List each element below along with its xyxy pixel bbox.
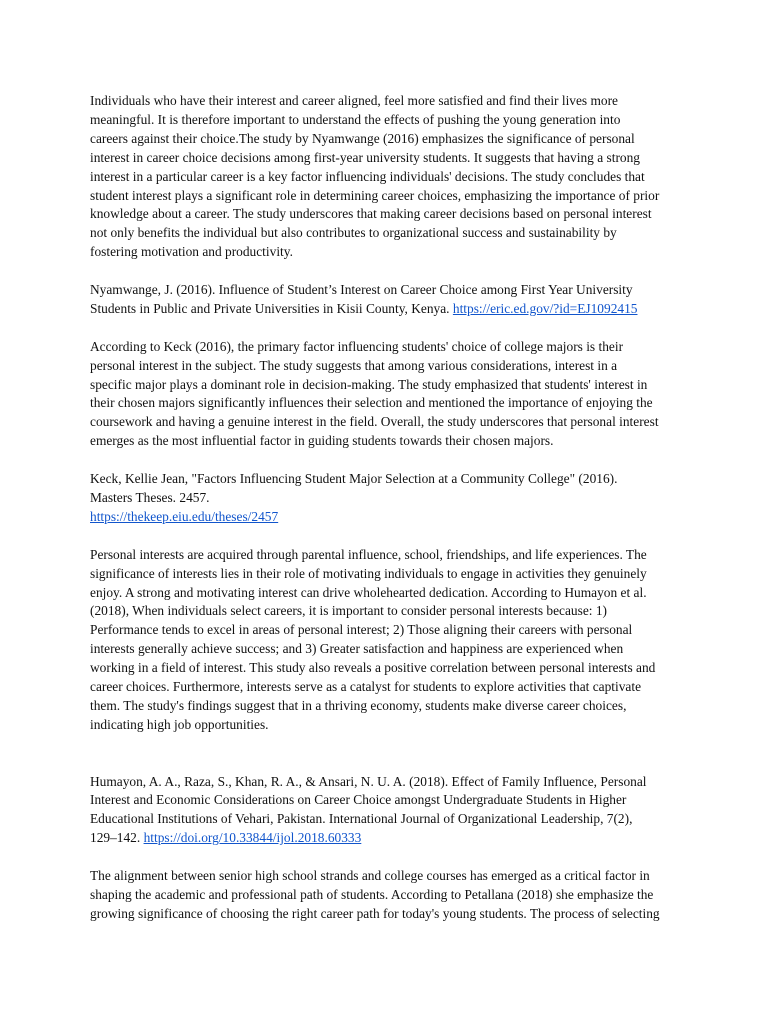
reference-keck — [90, 470, 682, 527]
reference-humayon — [90, 773, 682, 849]
paragraph-nyamwange-summary: Individuals who have their interest and career aligned, feel more satisfied and find their lives more meaningful. It is therefore important to understand the effects of pushing the young generation into careers against their choice.The study by Nyamwange (2016) emphasizes the significance of personal interest in career choice decisions among first-year university students. It suggests that having a strong interest in a particular career is a key factor influencing individuals' decisions. The study concludes that student interest plays a significant role in determining career choices, emphasizing the importance of prior knowledge about a career. The study underscores that making career decisions based on personal interest not only benefits the individual but also contributes to organizational success and sustainability by fostering motivation and productivity. — [90, 93, 660, 260]
reference-link-doi[interactable]: https://doi.org/10.33844/ijol.2018.60333 — [143, 830, 362, 846]
paragraph-petallana-summary: The alignment between senior high school strands and college courses has emerged as a critical factor in shaping the academic and professional path of students. According to Petallana (2018) she emphasize the growing significance of choosing the right career path for today's young students. The process of selecting — [90, 868, 660, 921]
paragraph-humayon-summary: Personal interests are acquired through parental influence, school, friendships, and life experiences. The significance of interests lies in their role of motivating individuals to engage in activities they genuinely enjoy. A strong and motivating interest can drive wholehearted dedication. According to Humayon et al. (2018), When individuals select careers, it is important to consider personal interests because: 1) Performance tends to excel in areas of personal interest; 2) Those aligning their careers with personal interests generally achieve success; and 3) Greater satisfaction and happiness are experienced when working in a field of interest. This study also reveals a positive correlation between personal interests and career choices. Furthermore, interests serve as a catalyst for students to explore activities that captivate them. The study's findings suggest that in a thriving economy, students make diverse career choices, indicating high job opportunities. — [90, 546, 656, 732]
reference-text: Humayon, A. A., Raza, S., Khan, R. A., & Ansari, N. U. A. (2018). Effect of Family Influence, Personal Interest and Economic Considerations on Career Choice amongst Undergraduate Students in Higher Educational Institutions of Vehari, Pakistan. International Journal of Organizational Leadership, 7(2), 129–142. — [90, 773, 647, 846]
reference-link-thekeep[interactable]: https://thekeep.eiu.edu/theses/2457 — [90, 508, 279, 524]
reference-nyamwange — [90, 281, 682, 319]
paragraph-keck-summary: According to Keck (2016), the primary factor influencing students' choice of college majors is their personal interest in the subject. The study suggests that among various considerations, interest in a specific major plays a dominant role in decision-making. The study emphasized that students' interest in their chosen majors significantly influences their selection and mentioned the importance of enjoying the coursework and having a genuine interest in the field. Overall, the study underscores that personal interest emerges as the most influential factor in guiding students towards their chosen majors. — [90, 338, 659, 449]
reference-text: Nyamwange, J. (2016). Influence of Student’s Interest on Career Choice among First Year University Students in Public and Private Universities in Kisii County, Kenya. — [90, 282, 633, 316]
reference-text: Keck, Kellie Jean, "Factors Influencing Student Major Selection at a Community College" (2016). Masters Theses. 2457. — [90, 471, 618, 505]
reference-link-eric[interactable]: https://eric.ed.gov/?id=EJ1092415 — [452, 300, 638, 316]
